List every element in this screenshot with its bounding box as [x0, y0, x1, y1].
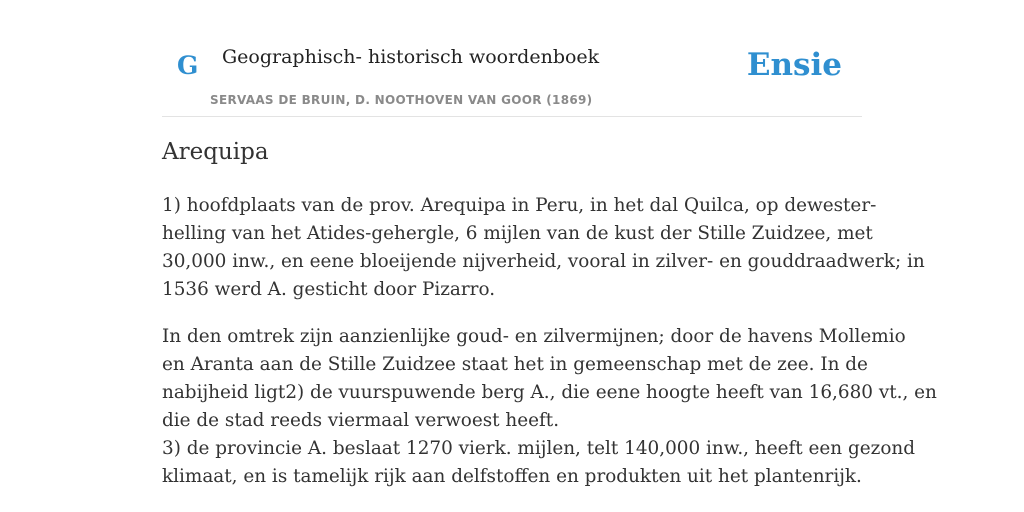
dictionary-logo[interactable]: G [177, 51, 199, 80]
dictionary-author: SERVAAS DE BRUIN, D. NOOTHOVEN VAN GOOR (1869) [210, 93, 593, 107]
paragraph-line: 1) hoofdplaats van de prov. Arequipa in Peru, in het dal Quilca, op dewester- [162, 195, 877, 216]
ensie-logo-link[interactable]: Ensie [746, 47, 842, 83]
dictionary-title[interactable]: Geographisch- historisch woordenboek [222, 46, 600, 68]
paragraph-line: nabijheid ligt2) de vuurspuwende berg A., die eene hoogte heeft van 16,680 vt., en [162, 382, 937, 403]
paragraph-line: 1536 werd A. gesticht door Pizarro. [162, 279, 496, 300]
paragraph-line: 30,000 inw., en eene bloeijende nijverheid, vooral in zilver- en gouddraadwerk; in [162, 251, 925, 272]
paragraph-line: die de stad reeds viermaal verwoest heeft. [162, 410, 560, 431]
entry-title: Arequipa [162, 139, 269, 165]
entry-paragraph-1 [162, 192, 925, 304]
page [162, 0, 937, 487]
paragraph-line: In den omtrek zijn aanzienlijke goud- en zilvermijnen; door de havens Mollemio [162, 326, 906, 347]
dictionary-header [162, 0, 862, 117]
paragraph-line: en Aranta aan de Stille Zuidzee staat het in gemeenschap met de zee. In de [162, 354, 868, 375]
paragraph-line: helling van het Atides-gehergle, 6 mijlen van de kust der Stille Zuidzee, met [162, 223, 873, 244]
paragraph-line: klimaat, en is tamelijk rijk aan delfstoffen en produkten uit het plantenrijk. [162, 466, 862, 487]
paragraph-line: 3) de provincie A. beslaat 1270 vierk. mijlen, telt 140,000 inw., heeft een gezond [162, 438, 916, 459]
entry-paragraph-2 [162, 323, 937, 491]
entry-body [162, 192, 937, 510]
